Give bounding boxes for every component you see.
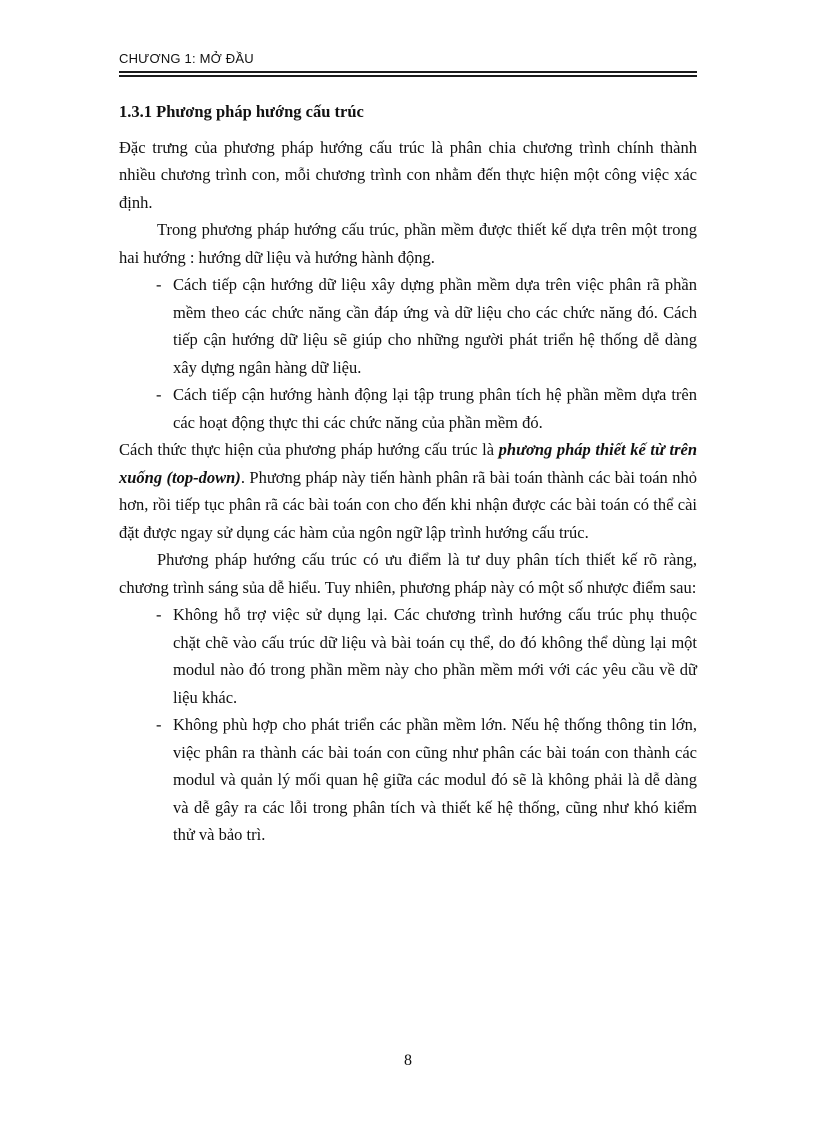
- list-item: [119, 381, 697, 436]
- paragraph-4: Phương pháp hướng cấu trúc có ưu điểm là tư duy phân tích thiết kế rõ ràng, chương trình sáng sủa dễ hiểu. Tuy nhiên, phương pháp này có một số nhược điểm sau:: [119, 550, 697, 597]
- header-rule-bottom: [119, 75, 697, 77]
- dash-marker: -: [156, 275, 162, 294]
- list-item: [119, 271, 697, 381]
- section-heading: 1.3.1 Phương pháp hướng cấu trúc: [119, 102, 364, 121]
- list-item-text: Không hỗ trợ việc sử dụng lại. Các chương trình hướng cấu trúc phụ thuộc chặt chẽ vào cấu trúc dữ liệu và bài toán cụ thể, do đó không thể dùng lại một modul nào đó trong phần mềm này cho phần mềm mới với các yêu cầu về dữ liệu khác.: [173, 605, 697, 707]
- drawbacks-list: [119, 601, 697, 849]
- top-down-emphasis: phương pháp thiết kế từ trên xuống (top-down): [119, 440, 697, 487]
- list-item-text: Cách tiếp cận hướng dữ liệu xây dựng phần mềm dựa trên việc phân rã phần mềm theo các chức năng cần đáp ứng và dữ liệu cho các chức năng đó. Cách tiếp cận hướng dữ liệu sẽ giúp cho những người phát triển hệ thống dễ dàng xây dựng ngân hàng dữ liệu.: [173, 275, 697, 377]
- list-item-text: Cách tiếp cận hướng hành động lại tập trung phân tích hệ phần mềm dựa trên các hoạt động thực thi các chức năng của phần mềm đó.: [173, 385, 697, 432]
- paragraph-3-start: Cách thức thực hiện của phương pháp hướng cấu trúc là: [119, 440, 499, 459]
- approach-list: [119, 271, 697, 436]
- dash-marker: -: [156, 385, 162, 404]
- chapter-title: CHƯƠNG 1: MỞ ĐẦU: [119, 51, 254, 66]
- dash-marker: -: [156, 605, 162, 624]
- paragraph-3-end: . Phương pháp này tiến hành phân rã bài toán thành các bài toán nhỏ hơn, rồi tiếp tục phân rã các bài toán con cho đến khi nhận được các bài toán có thể cài đặt được ngay sử dụng các hàm của ngôn ngữ lập trình hướng cấu trúc.: [119, 467, 697, 542]
- paragraph-2: Trong phương pháp hướng cấu trúc, phần mềm được thiết kế dựa trên một trong hai hướng : hướng dữ liệu và hướng hành động.: [119, 220, 697, 267]
- paragraph-3: [119, 436, 697, 546]
- page-number: 8: [404, 1052, 412, 1069]
- header-rule-top: [119, 71, 697, 73]
- paragraph-1: Đặc trưng của phương pháp hướng cấu trúc là phân chia chương trình chính thành nhiều chương trình con, mỗi chương trình con nhằm đến thực hiện một công việc xác định.: [119, 137, 697, 212]
- dash-marker: -: [156, 715, 162, 734]
- page-content: [119, 98, 697, 849]
- list-item-text: Không phù hợp cho phát triển các phần mềm lớn. Nếu hệ thống thông tin lớn, việc phân ra thành các bài toán con cũng như phân các bài toán con thành các modul và quản lý mối quan hệ giữa các modul đó sẽ là không phải là dễ dàng và dễ gây ra các lỗi trong phân tích và thiết kế hệ thống, cũng như khó kiểm thử và bảo trì.: [173, 715, 697, 844]
- list-item: [119, 601, 697, 711]
- page-header: [119, 50, 697, 68]
- list-item: [119, 711, 697, 849]
